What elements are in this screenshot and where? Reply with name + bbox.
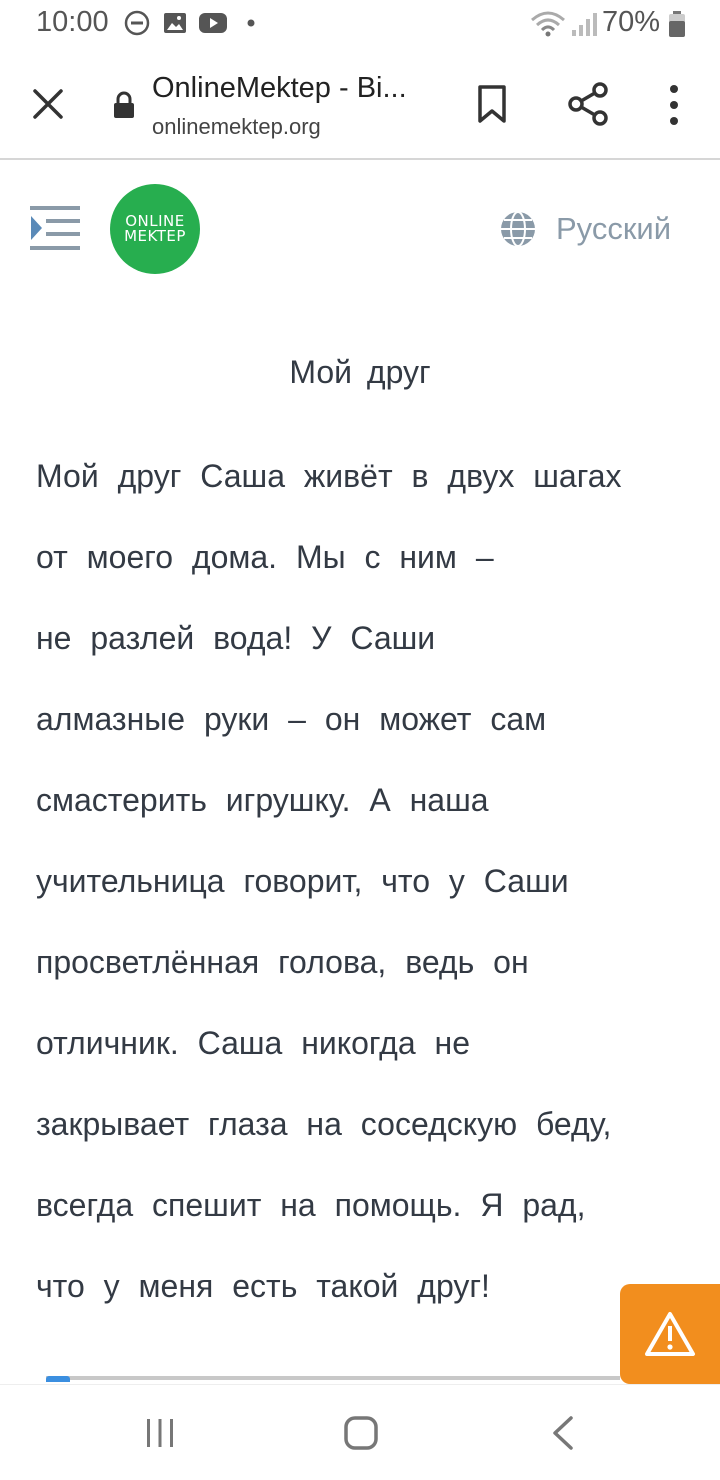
battery-percent: 70%	[601, 6, 660, 38]
dot-icon	[246, 10, 256, 36]
logo-text-line1: ONLINE	[125, 212, 185, 230]
article-line: учительница говорит, что у Саши	[36, 863, 569, 899]
article-line: всегда спешит на помощь. Я рад,	[36, 1187, 586, 1223]
recents-icon[interactable]	[144, 1417, 176, 1449]
home-icon[interactable]	[343, 1415, 379, 1451]
page-title[interactable]: OnlineMektep - Bi...	[152, 72, 407, 104]
globe-icon[interactable]	[498, 209, 538, 249]
menu-icon[interactable]	[30, 204, 82, 256]
bookmark-icon[interactable]	[476, 84, 508, 124]
article-line: отличник. Саша никогда не	[36, 1025, 470, 1061]
browser-toolbar	[0, 52, 720, 160]
back-icon[interactable]	[550, 1415, 576, 1451]
article-line: не разлей вода! У Саши	[36, 620, 436, 656]
article-line: алмазные руки – он может сам	[36, 701, 547, 737]
share-icon[interactable]	[566, 82, 610, 126]
article-line: Мой друг Саша живёт в двух шагах	[36, 458, 622, 494]
scroll-track	[46, 1376, 620, 1380]
warning-icon	[644, 1311, 696, 1357]
dnd-icon	[124, 10, 150, 36]
status-time: 10:00	[36, 6, 109, 38]
wifi-icon	[530, 10, 566, 38]
logo-text-line2: MEKTEP	[124, 227, 186, 245]
article-line: закрывает глаза на соседскую беду,	[36, 1106, 612, 1142]
youtube-icon	[198, 10, 228, 36]
report-button[interactable]	[620, 1284, 720, 1384]
status-bar	[0, 0, 720, 52]
scroll-thumb[interactable]	[46, 1376, 70, 1382]
lock-icon	[112, 90, 136, 120]
article-line: просветлённая голова, ведь он	[36, 944, 529, 980]
language-selector[interactable]: Русский	[556, 211, 672, 246]
article-line: что у меня есть такой друг!	[36, 1268, 490, 1304]
signal-icon	[570, 10, 598, 38]
more-vert-icon[interactable]	[664, 84, 684, 126]
article-line: от моего дома. Мы с ним –	[36, 539, 494, 575]
site-logo[interactable]	[110, 184, 200, 274]
battery-icon	[668, 10, 686, 38]
image-icon	[162, 10, 188, 36]
system-nav-bar	[0, 1384, 720, 1480]
article-line: смастерить игрушку. А наша	[36, 782, 489, 818]
url-text[interactable]: onlinemektep.org	[152, 114, 321, 139]
close-icon[interactable]	[30, 86, 66, 122]
article-title: Мой друг	[289, 354, 431, 390]
